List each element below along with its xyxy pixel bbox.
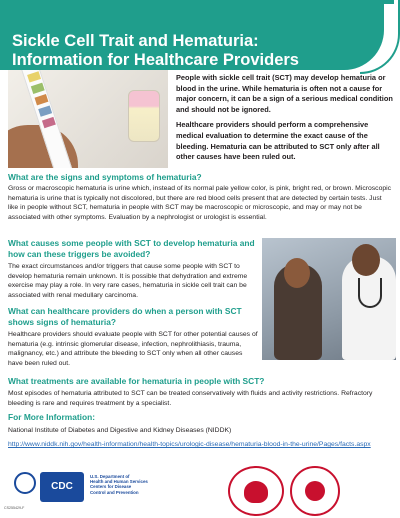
- section-body-treatments: Most episodes of hematuria attributed to SCT can be treated conservatively with fluids and activity restrictions. Refractory bleeding is rare and requires treatment by a specialist.: [8, 390, 373, 407]
- cdc-logo: CDC: [40, 472, 84, 502]
- section-body-causes: The exact circumstances and/or triggers that cause some people with SCT to develop hematuria remain unknown. It is possible that dehydration and extreme exercise may play a role. In very rare cases, hematuria in sickle cell trait can be associated with renal medullary carcinoma.: [8, 263, 248, 299]
- seal-emblem-icon: [244, 481, 268, 503]
- urine-test-strip-photo: [8, 70, 168, 168]
- intro-paragraph-1: People with sickle cell trait (SCT) may develop hematuria or blood in the urine. While hematuria is often not a cause for major concern, it can be a sign of a serious medical condition and should not be ignored.: [176, 73, 393, 114]
- section-heading-signs: What are the signs and symptoms of hematuria?: [8, 172, 202, 182]
- american-society-of-hematology-seal-icon: [228, 466, 284, 516]
- more-info-heading: For More Information:: [8, 412, 96, 422]
- section-body-signs: Gross or macroscopic hematuria is urine which, instead of its normal pale yellow color, is pink, bright red, or brown. Microscopic hematuria is urine that is typically not discolored, but there are red blood cells present that are detected by certain tests. Just like in people without SCT, hematuria in people with SCT may be macroscopic or microscopic, and may or may not be associated with other symptoms. Evaluation by a nephrologist or urologist is essential.: [8, 185, 392, 221]
- header-curve-decoration: [360, 0, 400, 74]
- stethoscope-icon: [358, 278, 382, 308]
- doctor-face: [352, 244, 380, 276]
- hhs-eagle-icon: [14, 472, 36, 494]
- partner-organization-seal-icon: [290, 466, 340, 516]
- title-line-2: Information for Healthcare Providers: [12, 51, 299, 69]
- footer: [0, 464, 400, 518]
- doctor-patient-photo: [262, 238, 396, 360]
- section-heading-providers: What can healthcare providers do when a person with SCT shows signs of hematuria?: [8, 306, 242, 327]
- seal-emblem-icon: [305, 481, 325, 501]
- intro-paragraph-2: Healthcare providers should perform a comprehensive medical evaluation to determine the exact cause of the bleeding. Hematuria can be attributed to SCT only after all other causes have been ruled out.: [176, 120, 380, 162]
- page-title: [12, 32, 299, 70]
- more-info-org: National Institute of Diabetes and Digestive and Kidney Diseases (NIDDK): [8, 427, 232, 434]
- agency-name: U.S. Department of Health and Human Services Centers for Disease Control and Prevention: [90, 474, 148, 495]
- title-line-1: Sickle Cell Trait and Hematuria:: [12, 32, 259, 50]
- niddk-link[interactable]: http://www.niddk.nih.gov/health-information/health-topics/urologic-disease/hematuria-blood-in-the-urine/Pages/facts.aspx: [8, 441, 371, 448]
- intro-text: [176, 73, 394, 163]
- section-heading-treatments: What treatments are available for hematuria in people with SCT?: [8, 376, 265, 386]
- patient-face: [284, 258, 310, 288]
- publication-code: CS255429-F: [4, 506, 25, 510]
- section-body-providers: Healthcare providers should evaluate people with SCT for other potential causes of hematuria (e.g. intrinsic glomerular disease, infection, nephrolithiasis, trauma, malignancy, etc.) and attribute the bleeding to SCT only when all other causes have been ruled out.: [8, 331, 258, 367]
- urine-sample-cup-image: [128, 90, 160, 142]
- section-heading-causes: What causes some people with SCT to develop hematuria and how can these triggers be avoided?: [8, 238, 255, 259]
